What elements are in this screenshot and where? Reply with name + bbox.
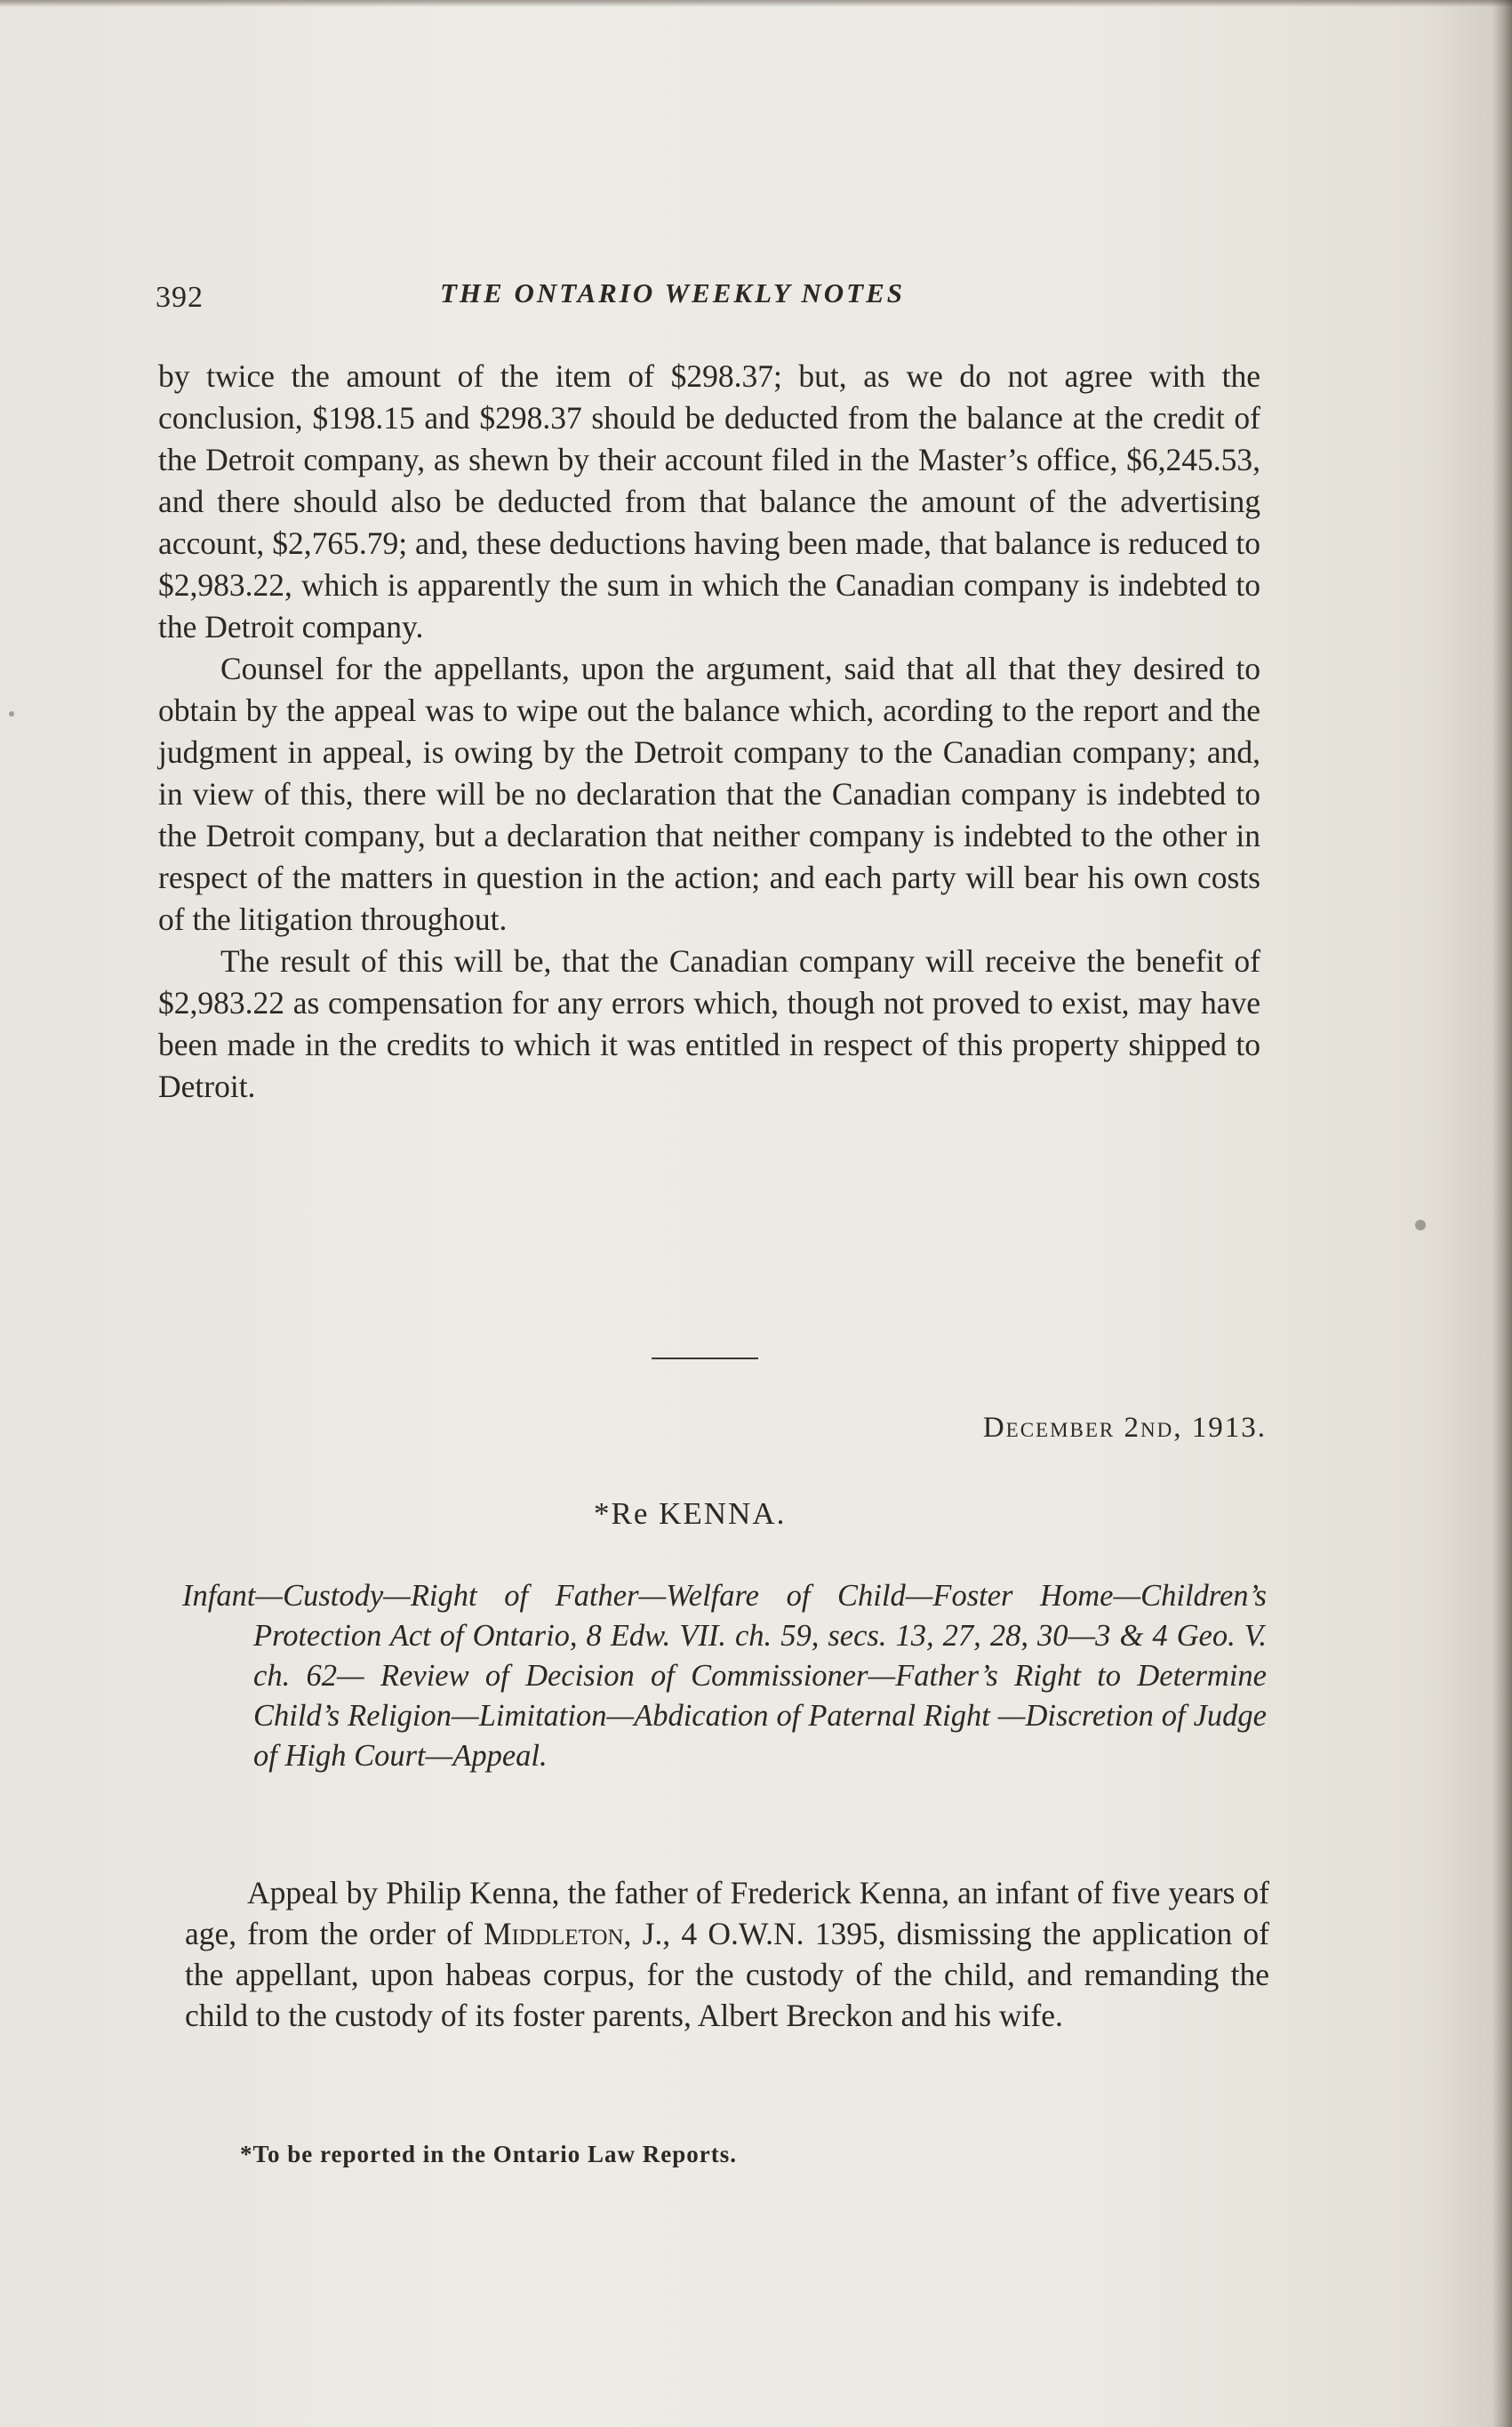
case-date: December 2nd, 1913. [982, 1412, 1267, 1444]
page-binding-shadow [1492, 0, 1512, 2427]
paper-speck [1415, 1220, 1426, 1230]
judge-name: Middleton, J. [484, 1916, 663, 1951]
running-head: THE ONTARIO WEEKLY NOTES [440, 277, 906, 308]
appeal-paragraph [185, 1872, 1269, 2036]
case-title: *Re KENNA. [594, 1496, 787, 1531]
paragraph: Counsel for the appellants, upon the argument, said that all that they desired to obtain by the appeal was to wipe out the balance which, acording to the report and the judgment in appeal, is owing by the Detroit company to the Canadian company; and, in view of this, there will be no declaration that the Canadian company is indebted to the Detroit company, but a declaration that neither company is indebted to the other in respect of the matters in question in the action; and each party will bear his own costs of the litigation throughout. [158, 651, 1260, 937]
appeal-text-end: , 4 O.W.N. 1395, dismissing the application of the appellant, upon habeas corpus, for the custody of the child, and remanding the child to the custody of its foster parents, Albert Breckon and his wife. [185, 1916, 1269, 2033]
paragraph: The result of this will be, that the Canadian company will receive the benefit of $2,983.22 as compensation for any errors which, though not proved to exist, may have been made in the credits to which it was entitled in respect of this property shipped to Detroit. [158, 943, 1260, 1104]
page-top-shadow [0, 0, 1512, 7]
footnote: *To be reported in the Ontario Law Reports. [240, 2141, 737, 2167]
page-number: 392 [156, 281, 204, 314]
section-divider [652, 1358, 758, 1359]
case-headnote: Infant—Custody—Right of Father—Welfare of Child—Foster Home—Children’s Protection Act of Ontario, 8 Edw. VII. ch. 59, secs. 13, 27, 28, 30—3 & 4 Geo. V. ch. 62— Review of Decision of Commissioner—Father’s Right to Determine Child’s Religion—Limitation—Abdication of Paternal Right —Discretion of Judge of High Court—Appeal. [182, 1579, 1267, 1773]
body-text [158, 356, 1260, 1108]
paragraph: by twice the amount of the item of $298.37; but, as we do not agree with the conclusion, $198.15 and $298.37 should be deducted from the balance at the credit of the Detroit company, as shewn by their account filed in the Master’s office, $6,245.53, and there should also be deducted from that balance the amount of the advertising account, $2,765.79; and, these deductions having been made, that balance is reduced to $2,983.22, which is apparently the sum in which the Canadian company is indebted to the Detroit company. [158, 358, 1260, 645]
paper-speck [9, 711, 14, 717]
appeal-text-start: Appeal by Philip Kenna, the father of Frederick Kenna, an infant of five years of age, from the order of [185, 1875, 1269, 1951]
page-header [156, 277, 1258, 322]
